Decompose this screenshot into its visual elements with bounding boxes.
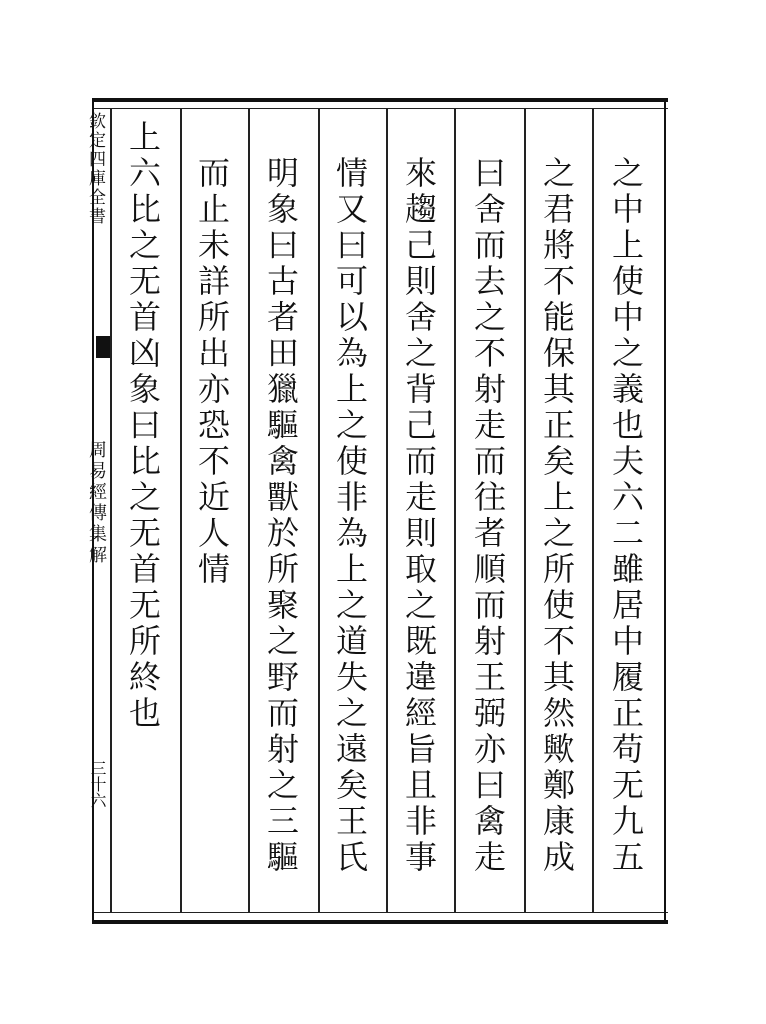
fish-tail-mark xyxy=(96,336,110,358)
column-divider xyxy=(180,108,182,912)
column-divider xyxy=(454,108,456,912)
frame-bottom-inner-border xyxy=(92,912,668,913)
frame-top-inner-border xyxy=(92,108,668,109)
text-column-4: 來趨己則舍之背己而走則取之既違經旨且非事 xyxy=(400,156,438,876)
text-column-7: 而止未詳所出亦恐不近人情 xyxy=(193,156,231,588)
text-column-5: 情又曰可以為上之使非為上之道失之遠矣王氏 xyxy=(331,156,369,876)
margin-page-number: 三十六 xyxy=(88,760,107,808)
margin-section-label: 周易經傳集解 xyxy=(86,440,107,566)
text-column-2: 之君將不能保其正矣上之所使不其然歟鄭康成 xyxy=(538,156,576,876)
frame-top-border xyxy=(92,98,668,102)
text-column-3: 曰舍而去之不射走而往者順而射王弼亦曰禽走 xyxy=(469,156,507,876)
column-divider xyxy=(524,108,526,912)
margin-book-title: 欽定四庫全書 xyxy=(85,112,105,226)
frame-right-border xyxy=(664,98,666,924)
column-divider xyxy=(248,108,250,912)
frame-bottom-border xyxy=(92,920,668,924)
column-divider xyxy=(318,108,320,912)
text-column-1: 之中上使中之義也夫六二雖居中履正苟无九五 xyxy=(607,156,645,876)
column-divider xyxy=(386,108,388,912)
text-column-8: 上六比之无首凶象曰比之无首无所終也 xyxy=(124,120,162,732)
column-divider xyxy=(110,108,112,912)
column-divider xyxy=(592,108,594,912)
text-column-6: 明象曰古者田獵驅禽獸於所聚之野而射之三驅 xyxy=(262,156,300,876)
